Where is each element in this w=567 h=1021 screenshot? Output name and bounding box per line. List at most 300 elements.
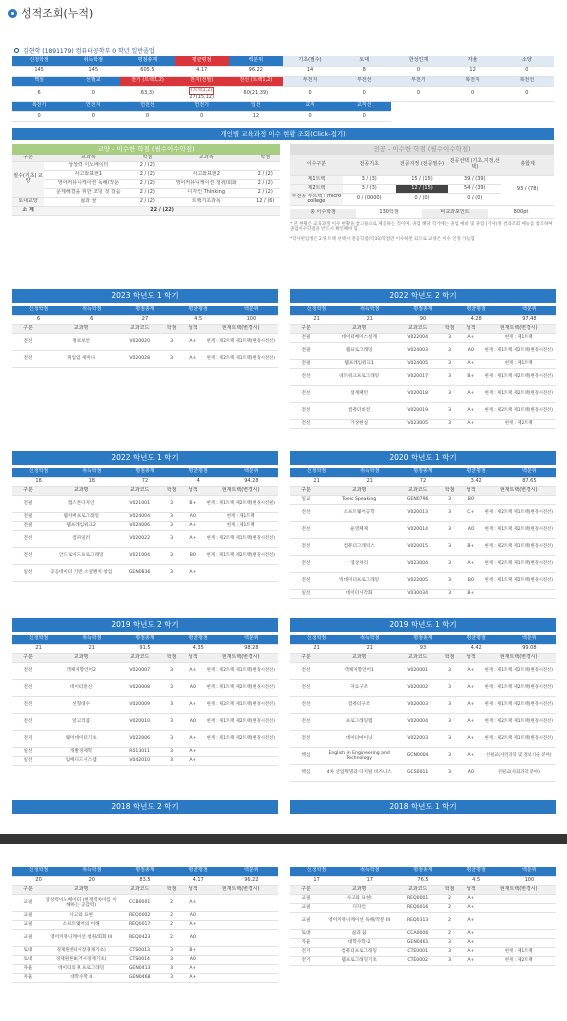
course-header: 현재트랙(변경시) [203, 654, 278, 663]
stats-header: 취득학점 [65, 867, 118, 876]
semester-stats-table [12, 306, 278, 325]
general-row [12, 179, 280, 188]
course-cell: A+ [182, 895, 203, 912]
general-header: 교과목 [44, 155, 132, 161]
summary-label: 한성인재 [391, 56, 445, 66]
stats-value: 20 [12, 876, 65, 885]
course-cell: V022004 [396, 334, 439, 343]
summary-label: 연전선 [120, 102, 174, 112]
summary-value-text: 14 [306, 67, 314, 74]
summary-value [175, 66, 229, 76]
course-row [290, 680, 556, 697]
semester-stats-values [290, 876, 556, 885]
course-cell: 경제원론II(거시경제기초) [44, 956, 118, 965]
course-cell: 사고와 표현 [44, 912, 118, 921]
course-row [12, 748, 278, 757]
semester-stats-values [290, 644, 556, 653]
course-row [290, 343, 556, 360]
summary-value-row [12, 87, 554, 102]
course-cell: 현재 : 제2트랙 제1트랙(변경시전선) [203, 531, 278, 548]
course-cell: 3 [161, 731, 182, 748]
point-value: 800pt [488, 209, 554, 218]
stats-header: 백분위 [503, 306, 556, 315]
summary-label: 복전기 [12, 102, 66, 112]
course-header-row [290, 886, 556, 895]
course-cell: 현재 : 제1트랙 제2트랙(변경시전선) [203, 714, 278, 731]
stats-value: 91.5 [118, 644, 171, 653]
stats-header: 신청학점 [290, 867, 343, 876]
note-text-2: *학사편입생은 2개 트랙 선택시 전공학점(각33)학점만 이수하면 되므로 교양은 이수 인정 가능함 [290, 237, 475, 243]
course-row [290, 386, 556, 403]
course-cell: 3 [439, 522, 460, 539]
major-cell: 0 / (0000) [343, 193, 396, 206]
course-cell [481, 930, 556, 939]
stats-header: 평균평점 [450, 635, 503, 644]
summary-value-text: 0 [525, 89, 529, 96]
course-cell: 전필 [12, 513, 44, 522]
semester-stats-header [290, 468, 556, 477]
course-cell: A+ [460, 957, 481, 966]
course-header: 구분 [290, 487, 322, 496]
semester-title[interactable]: 2019 학년도 2 학기 [12, 618, 278, 632]
course-cell: V020019 [396, 403, 439, 420]
course-cell: 전선 [290, 556, 322, 573]
course-cell: 교필 [12, 921, 44, 930]
course-cell: REQ0016 [396, 904, 439, 913]
course-row [290, 334, 556, 343]
major-cell: 54 / (39) [448, 184, 501, 193]
summary-value-text: 0 [362, 89, 366, 96]
stats-header: 백분위 [225, 468, 278, 477]
course-cell: 교필 [12, 930, 44, 947]
general-header: 교과목 [162, 155, 250, 161]
course-row [290, 573, 556, 590]
course-cell: 현재 : 제2트랙 제1트랙(변경시전선) [481, 731, 556, 748]
summary-value-text: 0 [525, 67, 529, 74]
course-header: 현재트랙(변경시) [481, 654, 556, 663]
course-cell: REQ0001 [396, 895, 439, 904]
course-table [12, 487, 278, 583]
course-cell: 선필교(사회과학 분야) [481, 765, 556, 782]
general-cell: 2 / (2) [251, 188, 281, 197]
summary-value-text: 0 [416, 89, 420, 96]
summary-value [283, 112, 337, 122]
course-header: 교과코드 [118, 487, 161, 496]
course-cell: 알고리즘 [44, 714, 118, 731]
course-cell: 현재 : 제2트랙 제1트랙(변경시전선) [481, 403, 556, 420]
semester-stats-header [12, 867, 278, 876]
course-row [290, 930, 556, 939]
course-header: 교과명 [44, 487, 118, 496]
course-cell: V020020 [118, 334, 161, 351]
course-cell: 2 [161, 930, 182, 947]
course-cell: 현재 : 제2트랙 제1트랙(변경시전선) [481, 556, 556, 573]
semester-2019-1 [290, 618, 556, 782]
course-cell: 3 [439, 663, 460, 680]
summary-value-text: 0 [91, 89, 95, 96]
course-cell: V024005 [396, 360, 439, 369]
course-row [12, 731, 278, 748]
course-cell: A+ [182, 334, 203, 351]
semester-title[interactable]: 2022 학년도 1 학기 [12, 451, 278, 465]
course-header-row [12, 325, 278, 334]
major-header-row [290, 155, 554, 175]
summary-label: 자율 [446, 56, 500, 66]
summary-label-row [12, 77, 554, 87]
course-cell: 3 [161, 565, 182, 582]
summary-value [391, 87, 445, 102]
summary-empty-cell [446, 112, 500, 122]
course-cell: 전선 [290, 697, 322, 714]
course-header: 학점 [161, 654, 182, 663]
course-cell: 현재 : 제1트랙 [481, 334, 556, 343]
stats-value: 93 [396, 644, 449, 653]
course-cell [203, 757, 278, 766]
summary-value [229, 87, 283, 102]
general-row [12, 170, 280, 179]
course-cell: 3 [161, 947, 182, 956]
course-header: 현재트랙(변경시) [481, 886, 556, 895]
course-row [12, 697, 278, 714]
course-row [12, 565, 278, 582]
course-cell: 현재 : 제2트랙 제1트랙(변경시전선) [481, 714, 556, 731]
summary-empty-cell [391, 102, 445, 112]
course-cell: A+ [460, 913, 481, 930]
semester-title[interactable]: 2022 학년도 2 학기 [290, 289, 556, 303]
general-credits-title: 교양 - 이수한 학점 (필수이수학점) [12, 144, 280, 155]
course-cell: A0 [460, 343, 481, 360]
general-cell: 트랙기초과목 [162, 197, 250, 206]
course-cell: 현재 : 제1트랙 제2트랙(변경시전선) [481, 343, 556, 360]
general-total-row [12, 206, 280, 215]
course-cell [481, 895, 556, 904]
semester-stats-header [12, 635, 278, 644]
course-header-row [290, 654, 556, 663]
course-cell: A+ [460, 930, 481, 939]
major-total: 93 / (78) [501, 175, 554, 206]
stats-header: 평점총계 [118, 306, 171, 315]
stats-value: 4.5 [450, 876, 503, 885]
stats-header: 평점총계 [118, 468, 171, 477]
course-row [290, 697, 556, 714]
course-cell: 객체지향언어2 [44, 663, 118, 680]
course-row [290, 590, 556, 599]
general-header: 학점 [133, 155, 162, 161]
course-cell [203, 956, 278, 965]
stats-value: 98.28 [225, 644, 278, 653]
major-row-label: 제1트랙 [290, 175, 343, 184]
course-cell: V024004 [118, 513, 161, 522]
summary-value-text: 0 [471, 89, 475, 96]
course-cell [203, 565, 278, 582]
course-header: 학점 [439, 325, 460, 334]
course-cell: A0 [182, 956, 203, 965]
course-row [12, 965, 278, 974]
summary-empty-cell [446, 102, 500, 112]
course-cell: 2 [439, 904, 460, 913]
course-cell: 웹프로그래밍기초 [322, 957, 396, 966]
summary-label: 백분위 [229, 56, 283, 66]
course-cell: 3 [161, 757, 182, 766]
course-cell: 현재 : 제1트랙 제2트랙(변경시전선) [481, 663, 556, 680]
course-cell [481, 904, 556, 913]
general-cell: 문제해결을 위한 코딩 첫 걸음 [44, 188, 132, 197]
general-cell: 12 / (6) [251, 197, 281, 206]
course-cell: V020004 [396, 714, 439, 731]
summary-value [120, 66, 174, 76]
course-cell: 현재 : 제2트랙 제1트랙(변경시전선) [203, 334, 278, 351]
summary-value-row [12, 66, 554, 76]
course-cell: A+ [460, 714, 481, 731]
course-cell: V030034 [396, 590, 439, 599]
summary-value-text: 145 [34, 67, 44, 74]
course-cell: R013011 [118, 748, 161, 757]
stats-value: 97.48 [503, 315, 556, 324]
course-cell: 현재 : 제2트랙 [481, 957, 556, 966]
semester-title[interactable]: 2018 학년도 1 학기 [290, 800, 556, 814]
summary-value [283, 66, 337, 76]
semester-stats-header [290, 306, 556, 315]
course-cell: 3 [439, 680, 460, 697]
course-cell: C+ [460, 505, 481, 522]
stats-value: 4.42 [450, 644, 503, 653]
course-cell: V020003 [396, 697, 439, 714]
general-cell: 2 / (2) [133, 188, 162, 197]
course-cell: 일선 [12, 757, 44, 766]
course-cell: 전선 [12, 334, 44, 351]
course-row [12, 531, 278, 548]
semester-title[interactable]: 2019 학년도 1 학기 [290, 618, 556, 632]
stats-value: 4.5 [172, 315, 225, 324]
course-row [290, 539, 556, 556]
stats-value: 90 [396, 315, 449, 324]
course-cell: 3 [439, 386, 460, 403]
course-cell: V020028 [118, 351, 161, 368]
course-cell: V020008 [118, 680, 161, 697]
course-cell [203, 895, 278, 912]
stats-header: 신청학점 [290, 635, 343, 644]
course-table [12, 325, 278, 369]
course-cell: 컴퓨터구조 [322, 697, 396, 714]
general-cell: 2 / (2) [251, 179, 281, 188]
course-cell: 현재 : 제2트랙 제1트랙(변경시전선) [481, 539, 556, 556]
course-cell: A+ [182, 697, 203, 714]
course-cell [203, 921, 278, 930]
stats-value: 17 [343, 876, 396, 885]
summary-label: 핵심 [12, 77, 66, 87]
course-cell [203, 965, 278, 974]
course-row [290, 765, 556, 782]
course-cell: GEN0836 [118, 565, 161, 582]
course-row [290, 496, 556, 505]
course-header-row [12, 487, 278, 496]
course-cell: 전필 [290, 334, 322, 343]
course-row [12, 974, 278, 983]
stats-header: 평점총계 [396, 306, 449, 315]
general-cell: 2 / (2) [133, 170, 162, 179]
course-cell: 데이터의 R 프로그래밍 [44, 965, 118, 974]
course-table [12, 654, 278, 767]
course-row [290, 360, 556, 369]
course-cell: A+ [182, 757, 203, 766]
summary-value [12, 87, 66, 102]
course-cell: 현재 : 제1트랙 제2트랙(변경시전선) [203, 548, 278, 565]
course-cell: 데이터베이스설계 [322, 334, 396, 343]
major-header: 이수구분 [290, 155, 343, 175]
course-cell: 자료구조 [322, 680, 396, 697]
course-row [12, 912, 278, 921]
bullet-icon [14, 48, 19, 53]
general-row [12, 188, 280, 197]
course-cell: 프로그래밍랩 [322, 714, 396, 731]
course-cell: 3 [439, 539, 460, 556]
course-cell: 토대 [12, 947, 44, 956]
course-table [290, 886, 556, 967]
stats-value: 100 [225, 315, 278, 324]
stats-value: 21 [343, 644, 396, 653]
general-header: 학점 [251, 155, 281, 161]
general-cell: 2 / (2) [133, 179, 162, 188]
semester-2022-2 [290, 289, 556, 429]
summary-value-text: 605.5 [140, 67, 155, 74]
course-cell: 핵심 [290, 765, 322, 782]
course-header: 교과코드 [396, 487, 439, 496]
course-cell: 3 [161, 496, 182, 513]
course-header: 학점 [439, 487, 460, 496]
course-cell: 토대 [12, 956, 44, 965]
course-cell [203, 947, 278, 956]
course-cell: V022006 [118, 731, 161, 748]
course-cell: 전선 [290, 505, 322, 522]
stats-header: 백분위 [503, 468, 556, 477]
major-credits-title: 전공 - 이수한 학점 (필수이수학점) [290, 144, 554, 155]
course-cell: REQ0017 [118, 921, 161, 930]
course-cell: 3 [439, 505, 460, 522]
grad-credit-table [290, 209, 554, 219]
stats-header: 취득학점 [343, 635, 396, 644]
course-cell: 3 [439, 957, 460, 966]
course-row [290, 403, 556, 420]
course-cell: 웹프레임워크2 [44, 522, 118, 531]
semester-title[interactable]: 2018 학년도 2 학기 [12, 800, 278, 814]
course-cell: 현재 : 제2트랙 제1트랙(변경시전선) [203, 697, 278, 714]
track-badge: (트랙1,2) [190, 87, 213, 93]
curriculum-toggle-button[interactable]: 개인별 교육과정 이수 현황 조회(Click-접기) [12, 128, 554, 140]
course-cell: 3 [161, 663, 182, 680]
course-cell: 핵심 [290, 748, 322, 765]
summary-label: 부전지 [283, 77, 337, 87]
course-cell: 3 [439, 360, 460, 369]
course-table [12, 886, 278, 984]
summary-label: 연전지 [66, 102, 120, 112]
stats-header: 신청학점 [12, 306, 65, 315]
course-row [290, 731, 556, 748]
course-cell: REQ0423 [118, 930, 161, 947]
course-cell: 토대 [290, 930, 322, 939]
course-cell: 전선 [12, 548, 44, 565]
course-cell: 3 [161, 956, 182, 965]
course-cell: A+ [182, 565, 203, 582]
semester-stats-header [12, 306, 278, 315]
course-cell: B0 [182, 548, 203, 565]
course-header: 구분 [12, 487, 44, 496]
summary-empty-cell [391, 112, 445, 122]
page-divider [0, 834, 567, 844]
summary-value-text: 12 [469, 67, 476, 74]
course-cell: 설계패턴 [322, 386, 396, 403]
course-header: 학점 [161, 325, 182, 334]
summary-value-text: 27(15,12) [189, 93, 214, 100]
course-cell: V022005 [396, 573, 439, 590]
course-header: 성적 [182, 886, 203, 895]
course-cell: 3 [161, 974, 182, 983]
course-header: 교과코드 [118, 325, 161, 334]
summary-value [175, 87, 229, 102]
course-cell: 전필 [290, 360, 322, 369]
summary-value [500, 66, 554, 76]
course-cell: 교필 [290, 895, 322, 904]
course-cell: CTE0002 [396, 957, 439, 966]
course-row [12, 680, 278, 697]
summary-value-text: 96.22 [248, 67, 263, 74]
stats-value: 21 [12, 644, 65, 653]
course-cell: 현재 : 제1트랙 [203, 522, 278, 531]
course-cell: CCA0006 [396, 930, 439, 939]
summary-value-text: 6 [37, 89, 41, 96]
page-title: 성적조회(누적) [21, 7, 94, 20]
course-cell: 3 [439, 948, 460, 957]
summary-value-text: 0 [362, 112, 366, 119]
summary-value [120, 87, 174, 102]
note-text: * 본 현황은 교육과정 이수 현황을 참고용으로 제공하는 것이며, 졸업 해당 학기에는 졸업 예비 및 졸업 (기사)정 결과조회 메뉴를 참조하여 졸업이수학점을 반드시 확인해야 함. [290, 221, 553, 233]
general-cell: 디자인 Thinking [162, 188, 250, 197]
stats-value: 100 [503, 876, 556, 885]
course-cell: 소프트웨어공학 [322, 505, 396, 522]
stats-header: 평점총계 [396, 468, 449, 477]
stats-header: 평점총계 [396, 635, 449, 644]
course-row [12, 947, 278, 956]
course-cell: A+ [460, 420, 481, 429]
semester-stats-values [12, 477, 278, 486]
course-header: 성적 [460, 487, 481, 496]
course-cell: 소프트웨어의 이해 [44, 921, 118, 930]
semester-2018-1 [290, 864, 556, 966]
course-cell: 3 [439, 496, 460, 505]
course-row [12, 522, 278, 531]
semester-title[interactable]: 2023 학년도 1 학기 [12, 289, 278, 303]
stats-header: 신청학점 [12, 468, 65, 477]
course-cell: V023005 [396, 420, 439, 429]
semester-stats-table [12, 635, 278, 654]
course-cell: 웨이데이터기초 [44, 731, 118, 748]
course-header: 학점 [161, 886, 182, 895]
course-cell: V024003 [396, 343, 439, 360]
course-header: 교과코드 [396, 325, 439, 334]
course-cell: V020002 [396, 680, 439, 697]
stats-value: 99.08 [503, 644, 556, 653]
course-cell: CTS0014 [118, 956, 161, 965]
major-cell: 12 / (15) [396, 184, 449, 193]
general-credits-panel [12, 144, 280, 216]
course-cell: 현재 : 제1트랙 제2트랙(변경시전선) [203, 680, 278, 697]
course-cell: 안드로이드프로그래밍 [44, 548, 118, 565]
course-cell: 컴퓨터프로그래밍 [322, 948, 396, 957]
semester-title[interactable]: 2020 학년도 1 학기 [290, 451, 556, 465]
course-cell: 캡스톤디자인 [44, 496, 118, 513]
major-credits-panel [290, 144, 554, 243]
summary-label: 부전선 [337, 77, 391, 87]
semester-stats-table [12, 867, 278, 886]
